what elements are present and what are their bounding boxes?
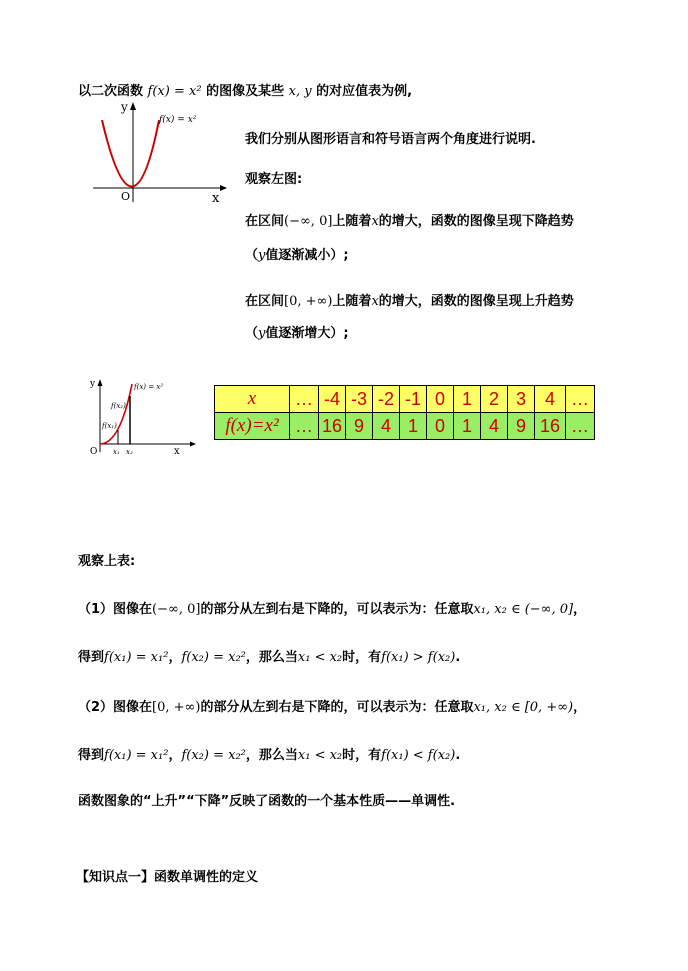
table-cell: 9: [508, 413, 535, 440]
graph2-origin-label: O: [90, 447, 98, 457]
y-axis-arrow: [98, 379, 103, 386]
parabola-graph: [85, 98, 230, 208]
graph1-y-label: y: [121, 100, 128, 114]
table-row-x: [215, 386, 595, 413]
observe-heading: 观察上表:: [78, 554, 136, 569]
table-cell: 2: [481, 386, 508, 413]
x-axis-arrow: [190, 442, 196, 447]
desc-line-4: （y值逐渐减小）;: [245, 248, 349, 263]
table-cell: 1: [400, 413, 427, 440]
table-cell: 4: [373, 413, 400, 440]
fx2-label: f(x₂): [111, 402, 126, 410]
graph2-func-label: f(x) = x²: [134, 383, 164, 391]
desc-line-3: 在区间(−∞, 0]上随着x的增大，函数的图像呈现下降趋势: [245, 214, 574, 229]
x2-label: x₂: [126, 448, 133, 456]
table-cell: 4: [535, 386, 566, 413]
value-table: [214, 385, 595, 440]
graph2-y-label: y: [90, 379, 96, 389]
table-head-x: x: [215, 386, 290, 413]
table-cell: -3: [346, 386, 373, 413]
table-cell: 16: [319, 413, 346, 440]
increasing-graph: [80, 372, 200, 464]
curve: [100, 384, 132, 444]
summary-line: 函数图象的“上升”“下降”反映了函数的一个基本性质——单调性.: [78, 794, 456, 809]
y-axis-arrow: [130, 102, 136, 110]
table-cell: -1: [400, 386, 427, 413]
para1-line2: 得到f(x₁) = x₁²，f(x₂) = x₂²，那么当x₁ < x₂时，有f(x₁) > f(x₂).: [78, 650, 461, 665]
table-cell: …: [290, 413, 319, 440]
graph1-func-label: f(x) = x²: [159, 115, 197, 125]
table-row-fx: [215, 413, 595, 440]
table-cell: 0: [427, 386, 454, 413]
section-heading: 【知识点一】函数单调性的定义: [76, 870, 259, 885]
parabola-curve: [102, 120, 159, 187]
table-cell: 4: [481, 413, 508, 440]
table-head-fx: f(x)=x²: [215, 413, 290, 440]
graph2-x-label: x: [174, 446, 180, 457]
table-cell: 9: [346, 413, 373, 440]
desc-line-6: （y值逐渐增大）;: [245, 326, 349, 341]
table-cell: 3: [508, 386, 535, 413]
para1-line1: （1）图像在(−∞, 0]的部分从左到右是下降的，可以表示为：任意取x₁, x₂ ∈ (−∞, 0]，: [78, 602, 587, 617]
desc-line-5: 在区间[0, +∞)上随着x的增大，函数的图像呈现上升趋势: [245, 294, 574, 309]
intro-function: f(x) = x²: [147, 84, 202, 99]
table-cell: 16: [535, 413, 566, 440]
table-cell: -2: [373, 386, 400, 413]
desc-line-1: 我们分别从图形语言和符号语言两个角度进行说明.: [245, 132, 536, 147]
intro-line: 以二次函数 f(x) = x² 的图像及某些 x, y 的对应值表为例,: [78, 84, 413, 99]
table-cell: 1: [454, 386, 481, 413]
x1-label: x₁: [113, 448, 120, 456]
table-cell: …: [566, 413, 595, 440]
para2-line1: （2）图像在[0, +∞)的部分从左到右是下降的，可以表示为：任意取x₁, x₂ ∈ [0, +∞)，: [78, 700, 587, 715]
graph1-origin-label: O: [121, 190, 131, 203]
table-cell: …: [290, 386, 319, 413]
table-cell: -4: [319, 386, 346, 413]
x-axis-arrow: [220, 185, 227, 191]
fx1-label: f(x₁): [102, 422, 117, 430]
table-cell: 1: [454, 413, 481, 440]
desc-line-2: 观察左图:: [245, 172, 303, 187]
graph1-x-label: x: [212, 191, 220, 206]
para2-line2: 得到f(x₁) = x₁²，f(x₂) = x₂²，那么当x₁ < x₂时，有f(x₁) < f(x₂).: [78, 748, 461, 763]
table-cell: 0: [427, 413, 454, 440]
table-cell: …: [566, 386, 595, 413]
